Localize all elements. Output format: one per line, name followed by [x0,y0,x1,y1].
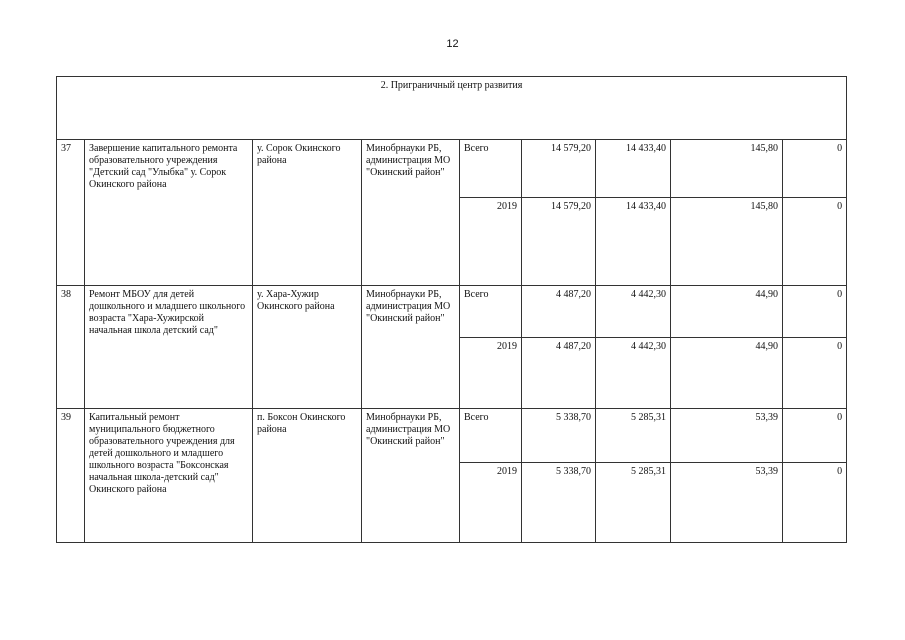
object-name: Капитальный ремонт муниципального бюджетного образовательного учреждения для детей дошкольного и младшего школьного возраста "Боксонская начальная школа-детский сад" Окинского района [85,409,253,543]
period-label: Всего [460,140,522,198]
amount-regional: 53,39 [671,463,783,543]
amount-federal: 4 442,30 [596,286,671,338]
amount-total: 14 579,20 [522,140,596,198]
table-row [57,286,847,338]
customer: Минобрнауки РБ, администрация МО "Окинский район" [362,286,460,409]
object-location: у. Сорок Окинского района [253,140,362,286]
section-header-row [57,77,847,140]
amount-total: 5 338,70 [522,409,596,463]
amount-total: 5 338,70 [522,463,596,543]
amount-regional: 44,90 [671,338,783,409]
section-title: 2. Приграничный центр развития [57,77,847,140]
row-number: 37 [57,140,85,286]
amount-local: 0 [783,463,847,543]
amount-regional: 44,90 [671,286,783,338]
object-location: у. Хара-Хужир Окинского района [253,286,362,409]
customer: Минобрнауки РБ, администрация МО "Окинский район" [362,140,460,286]
object-name: Завершение капитального ремонта образовательного учреждения "Детский сад "Улыбка" у. Сорок Окинского района [85,140,253,286]
amount-local: 0 [783,338,847,409]
amount-regional: 145,80 [671,140,783,198]
amount-local: 0 [783,286,847,338]
period-label: 2019 [460,338,522,409]
amount-federal: 4 442,30 [596,338,671,409]
amount-local: 0 [783,198,847,286]
program-table [56,76,847,543]
amount-regional: 145,80 [671,198,783,286]
amount-local: 0 [783,409,847,463]
amount-federal: 14 433,40 [596,198,671,286]
amount-total: 4 487,20 [522,286,596,338]
amount-federal: 14 433,40 [596,140,671,198]
page-number: 12 [446,38,459,50]
row-number: 38 [57,286,85,409]
table-row [57,140,847,198]
period-label: Всего [460,286,522,338]
object-location: п. Боксон Окинского района [253,409,362,543]
amount-regional: 53,39 [671,409,783,463]
period-label: Всего [460,409,522,463]
row-number: 39 [57,409,85,543]
customer: Минобрнауки РБ, администрация МО "Окинский район" [362,409,460,543]
amount-federal: 5 285,31 [596,409,671,463]
period-label: 2019 [460,463,522,543]
amount-local: 0 [783,140,847,198]
table-row [57,409,847,463]
amount-total: 4 487,20 [522,338,596,409]
amount-total: 14 579,20 [522,198,596,286]
amount-federal: 5 285,31 [596,463,671,543]
period-label: 2019 [460,198,522,286]
object-name: Ремонт МБОУ для детей дошкольного и младшего школьного возраста "Хара-Хужирской начальная школа детский сад" [85,286,253,409]
